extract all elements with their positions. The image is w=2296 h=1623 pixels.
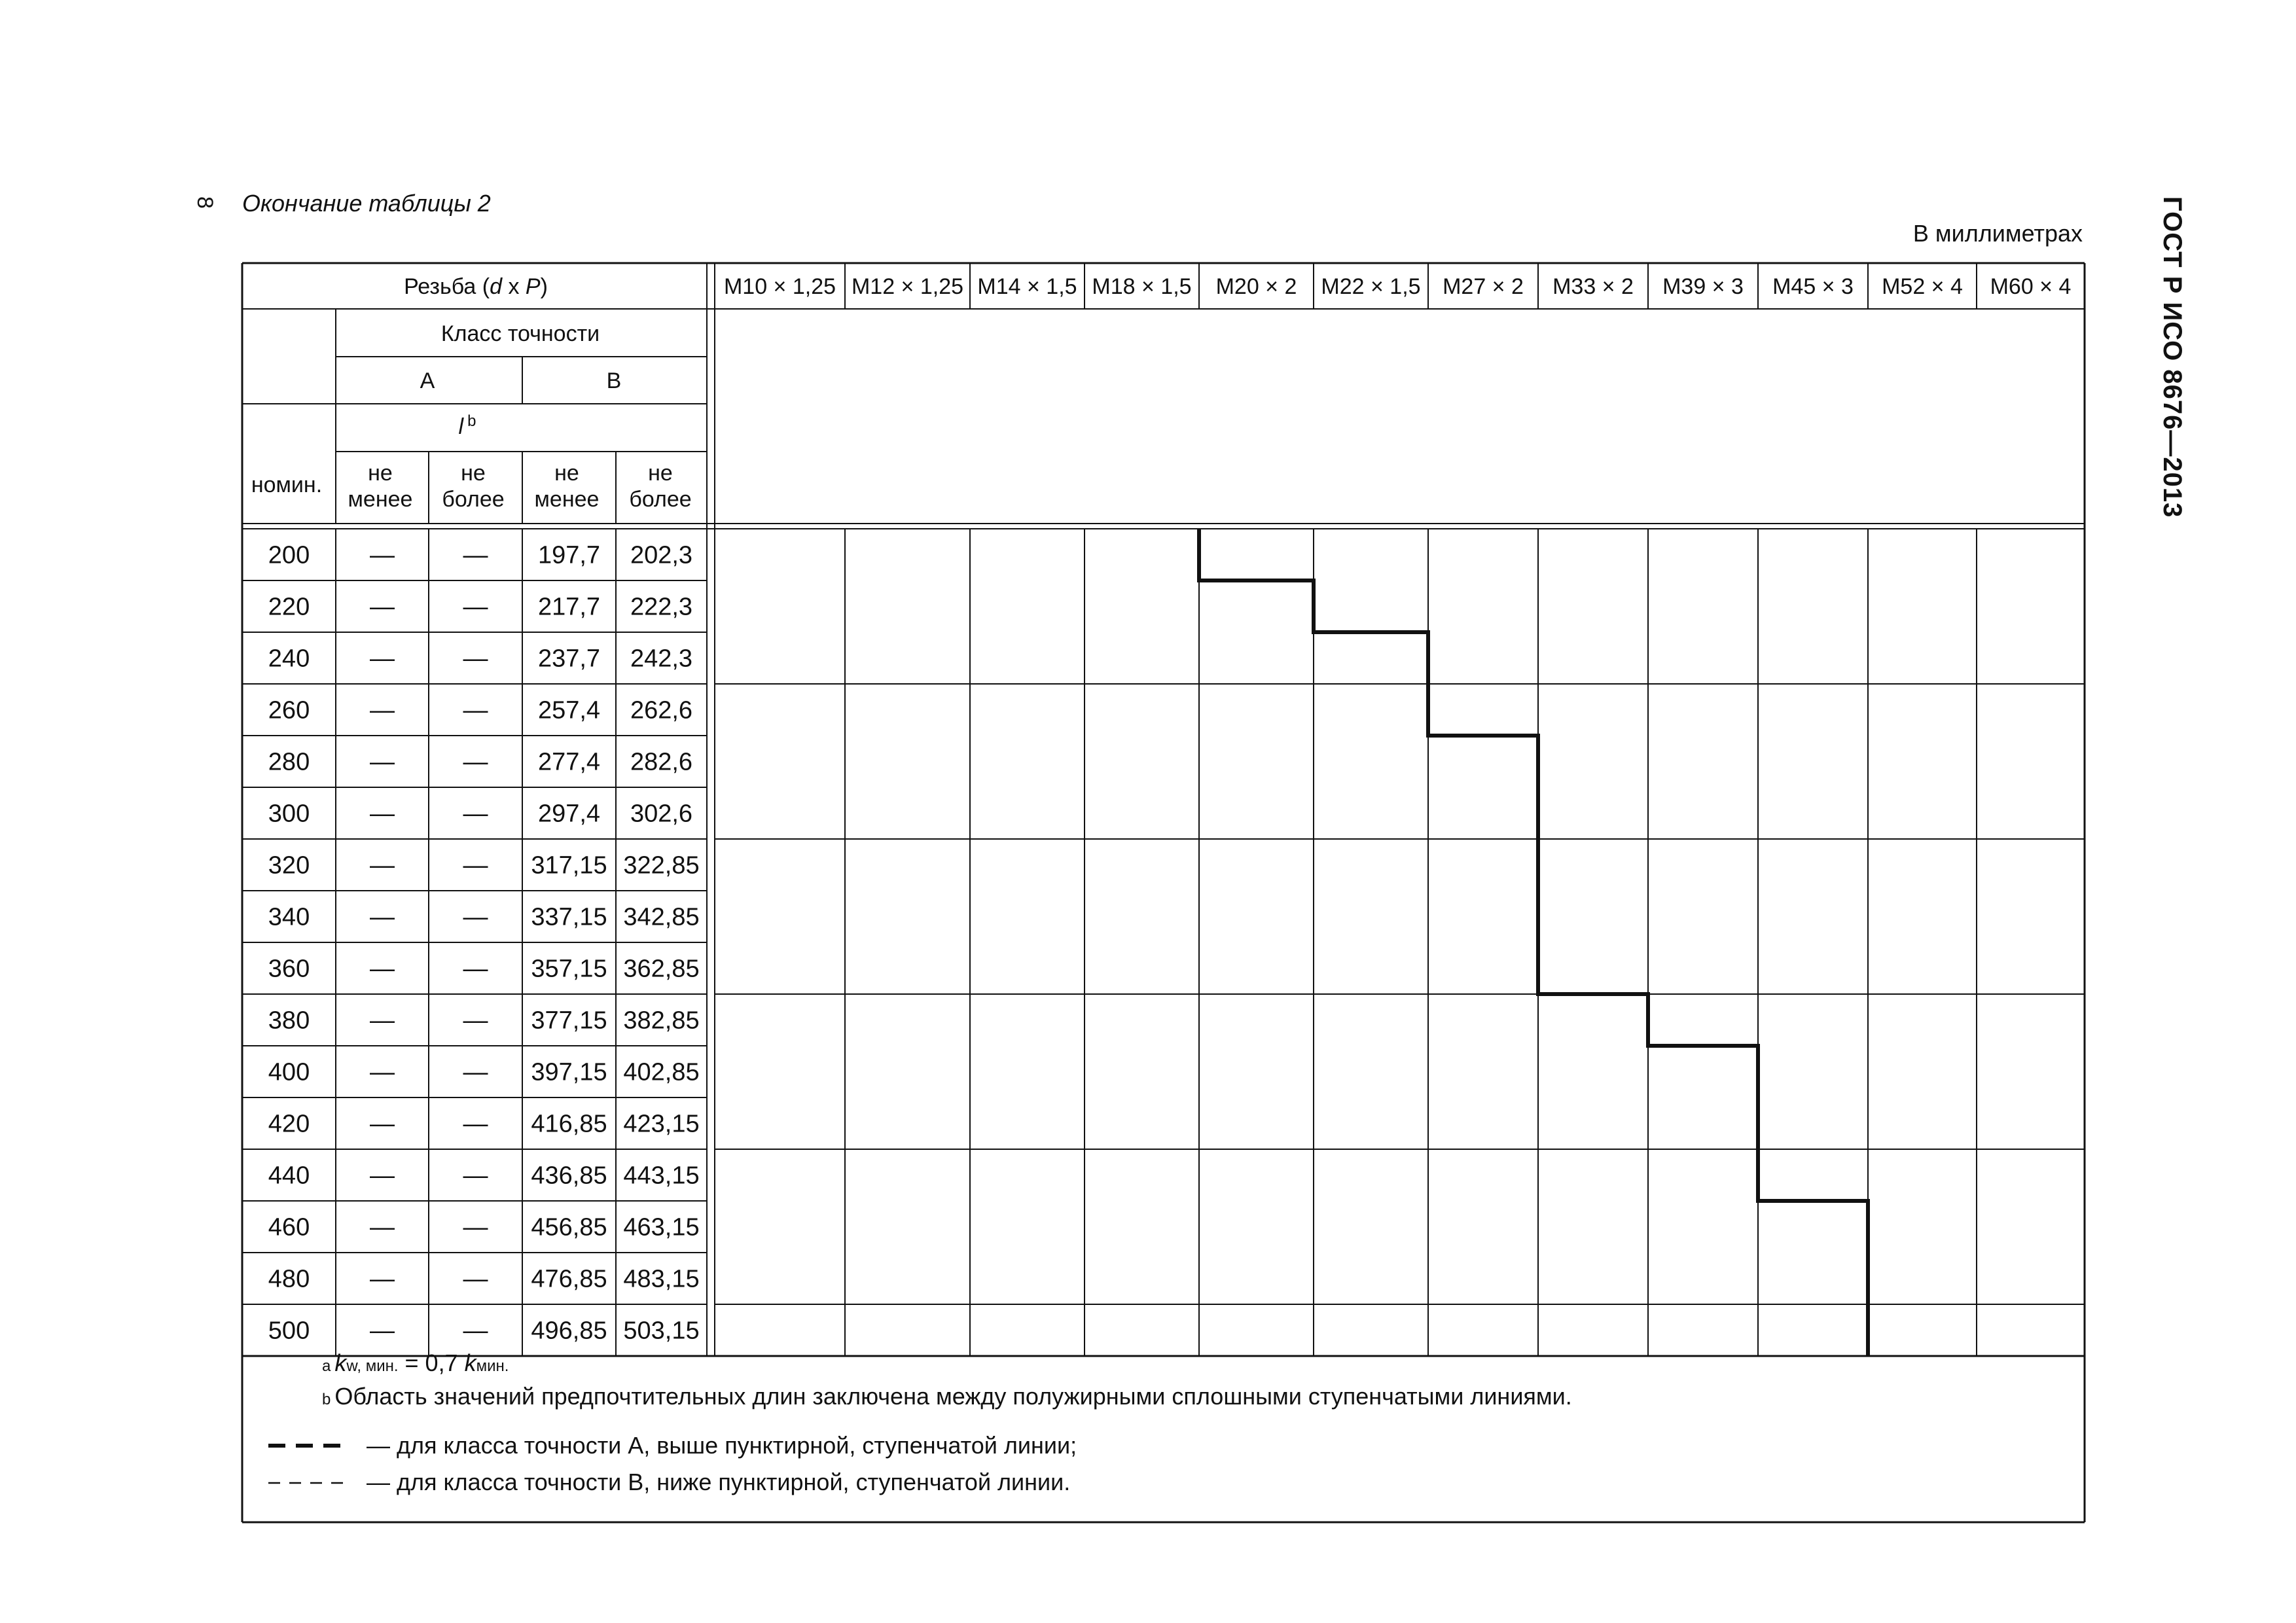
thread-header: Резьба (d x P) <box>404 274 548 299</box>
table-cell-a-max: — <box>463 1265 488 1293</box>
table-cell-a-max: — <box>463 1162 488 1190</box>
table-cell-nom: 260 <box>268 696 310 724</box>
table-cell-b-max: 443,15 <box>623 1162 700 1190</box>
table-cell-b-max: 463,15 <box>623 1213 700 1241</box>
table-cell-a-min: — <box>370 748 395 776</box>
table-cell-a-max: — <box>463 696 488 724</box>
bold-dashed-line-sample <box>268 1439 347 1452</box>
table-cell-b-max: 282,6 <box>630 748 693 776</box>
table-cell-b-min: 496,85 <box>531 1317 607 1345</box>
table-cell-a-max: — <box>463 955 488 983</box>
table-cell-nom: 440 <box>268 1162 310 1190</box>
table-cell-b-min: 436,85 <box>531 1162 607 1190</box>
class-a-header: А <box>420 368 435 393</box>
nominal-header: номин. <box>251 473 323 497</box>
table-cell-nom: 360 <box>268 955 310 983</box>
table-cell-b-max: 322,85 <box>623 851 700 880</box>
thread-size-header: M14 × 1,5 <box>977 274 1077 299</box>
table-cell-a-min: — <box>370 593 395 621</box>
table-cell-nom: 280 <box>268 748 310 776</box>
table-cell-b-min: 277,4 <box>537 748 601 776</box>
table-cell-b-max: 362,85 <box>623 955 700 983</box>
table-cell-a-min: — <box>370 1110 395 1138</box>
table-cell-b-min: 337,15 <box>531 903 607 931</box>
thread-size-header: M22 × 1,5 <box>1321 274 1421 299</box>
table-cell-b-max: 302,6 <box>630 800 693 828</box>
thread-size-header: M27 × 2 <box>1443 274 1524 299</box>
table-cell-a-min: — <box>370 800 395 828</box>
table-cell-b-min: 397,15 <box>531 1058 607 1086</box>
page-number: 8 <box>192 196 217 209</box>
thread-size-header: M45 × 3 <box>1772 274 1854 299</box>
thread-size-header: M60 × 4 <box>1990 274 2072 299</box>
table-cell-b-min: 357,15 <box>531 955 607 983</box>
table-cell-nom: 320 <box>268 851 310 880</box>
table-cell-a-max: — <box>463 851 488 880</box>
table-cell-a-max: — <box>463 903 488 931</box>
table-cell-b-min: 456,85 <box>531 1213 607 1241</box>
table-cell-a-max: — <box>463 800 488 828</box>
table-cell-b-max: 402,85 <box>623 1058 700 1086</box>
a-min-header: не менее <box>348 461 413 512</box>
accuracy-class-header: Класс точности <box>440 321 600 346</box>
table-cell-a-min: — <box>370 541 395 569</box>
table-cell-a-max: — <box>463 593 488 621</box>
table-cell-b-max: 503,15 <box>623 1317 700 1345</box>
thread-size-header: M12 × 1,25 <box>851 274 964 299</box>
table-cell-b-min: 257,4 <box>537 696 601 724</box>
table-cell-a-max: — <box>463 1317 488 1345</box>
table-cell-a-min: — <box>370 696 395 724</box>
table-cell-a-min: — <box>370 1317 395 1345</box>
length-header: l $^b$ <box>458 412 476 439</box>
table-cell-b-min: 377,15 <box>531 1007 607 1035</box>
table-notes <box>268 1348 1572 1498</box>
table-cell-b-min: 297,4 <box>537 800 601 828</box>
table-cell-nom: 400 <box>268 1058 310 1086</box>
table-cell-a-min: — <box>370 645 395 673</box>
table-cell-a-max: — <box>463 645 488 673</box>
table-cell-a-min: — <box>370 1265 395 1293</box>
table-cell-a-max: — <box>463 1058 488 1086</box>
table-cell-b-min: 476,85 <box>531 1265 607 1293</box>
table-cell-nom: 220 <box>268 593 310 621</box>
table-cell-a-min: — <box>370 1213 395 1241</box>
b-min-header: не менее <box>534 461 600 512</box>
table-cell-a-min: — <box>370 1007 395 1035</box>
table-cell-b-min: 217,7 <box>537 593 601 621</box>
table-cell-nom: 420 <box>268 1110 310 1138</box>
table-cell-b-max: 262,6 <box>630 696 693 724</box>
thread-size-header: M10 × 1,25 <box>723 274 836 299</box>
legend-class-a: — для класса точности А, выше пунктирной, ступенчатой линии; <box>268 1431 1572 1461</box>
table-cell-b-max: 242,3 <box>630 645 693 673</box>
b-max-header: не более <box>629 461 692 512</box>
a-max-header: не более <box>442 461 505 512</box>
table-cell-a-max: — <box>463 1213 488 1241</box>
table-cell-a-max: — <box>463 748 488 776</box>
table-cell-b-max: 202,3 <box>630 541 693 569</box>
class-b-header: В <box>606 368 622 393</box>
thread-size-header: M39 × 3 <box>1662 274 1744 299</box>
table-cell-nom: 200 <box>268 541 310 569</box>
units-label: В миллиметрах <box>1912 220 2083 247</box>
note-a: a k w, мин. = 0,7 k мин. <box>322 1349 509 1376</box>
table-cell-b-max: 222,3 <box>630 593 693 621</box>
table-cell-b-max: 382,85 <box>623 1007 700 1035</box>
legend-class-b: — для класса точности В, ниже пунктирной, ступенчатой линии. <box>268 1467 1572 1498</box>
table-cell-b-min: 237,7 <box>537 645 601 673</box>
table-cell-nom: 460 <box>268 1213 310 1241</box>
table-cell-b-min: 317,15 <box>531 851 607 880</box>
thin-dashed-line-sample <box>268 1476 347 1489</box>
table-cell-a-min: — <box>370 903 395 931</box>
thread-size-header: M20 × 2 <box>1215 274 1297 299</box>
table-cell-b-min: 416,85 <box>531 1110 607 1138</box>
preferred-length-boundary-line <box>1199 529 1868 1356</box>
table-cell-nom: 240 <box>268 645 310 673</box>
table-cell-b-max: 423,15 <box>623 1110 700 1138</box>
table-cell-a-max: — <box>463 541 488 569</box>
table-caption: Окончание таблицы 2 <box>242 190 491 217</box>
table-cell-a-min: — <box>370 955 395 983</box>
standard-designation: ГОСТ Р ИСО 8676—2013 <box>2158 196 2187 518</box>
table-cell-a-min: — <box>370 1058 395 1086</box>
table-cell-nom: 500 <box>268 1317 310 1345</box>
table-cell-nom: 300 <box>268 800 310 828</box>
thread-size-header: M52 × 4 <box>1882 274 1963 299</box>
table-cell-b-max: 342,85 <box>623 903 700 931</box>
table-cell-a-max: — <box>463 1007 488 1035</box>
table-cell-a-min: — <box>370 851 395 880</box>
table-cell-a-min: — <box>370 1162 395 1190</box>
note-b: b Область значений предпочтительных длин заключена между полужирными сплошными ступенчатыми линиями. <box>322 1382 1572 1410</box>
table-cell-nom: 380 <box>268 1007 310 1035</box>
table-cell-b-min: 197,7 <box>537 541 601 569</box>
table-cell-a-max: — <box>463 1110 488 1138</box>
table-cell-nom: 480 <box>268 1265 310 1293</box>
table-cell-b-max: 483,15 <box>623 1265 700 1293</box>
thread-size-header: M18 × 1,5 <box>1092 274 1192 299</box>
table-cell-nom: 340 <box>268 903 310 931</box>
thread-size-header: M33 × 2 <box>1552 274 1634 299</box>
